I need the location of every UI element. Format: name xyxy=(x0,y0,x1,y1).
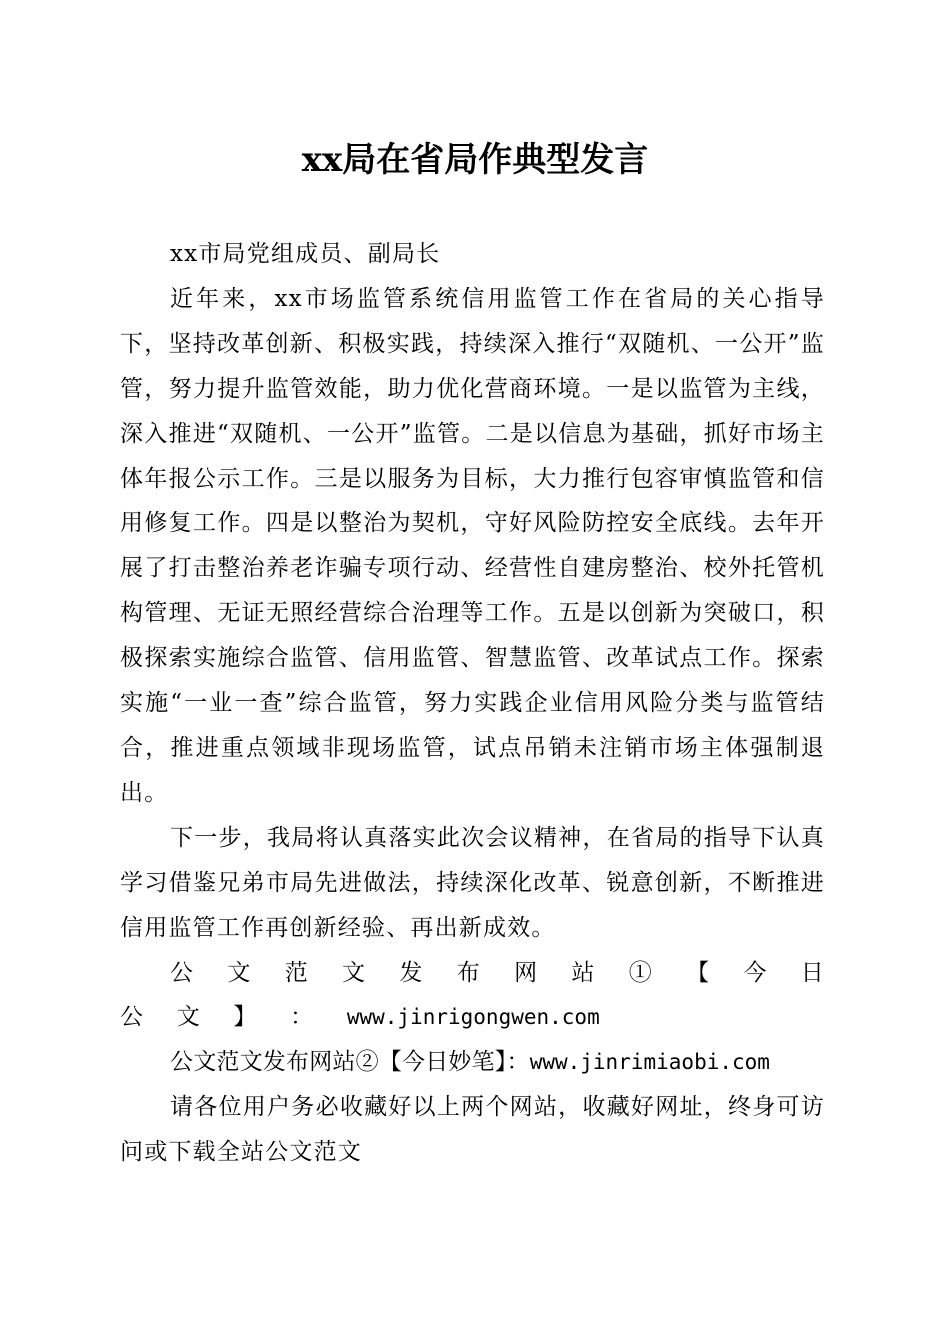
document-body xyxy=(120,232,825,1175)
site-1-label: 公 文 范 文 发 布 网 站 ① 【 今 日 公 文 】 ： xyxy=(120,959,825,1031)
closing-note: 请各位用户务必收藏好以上两个网站，收藏好网址，终身可访问或下载全站公文范文 xyxy=(120,1094,825,1166)
site-1-url[interactable]: www.jinrigongwen.com xyxy=(346,1005,600,1030)
site-2-url[interactable]: www.jinrimiaobi.com xyxy=(529,1050,770,1075)
paragraph-1: 近年来，xx市场监管系统信用监管工作在省局的关心指导下，坚持改革创新、积极实践，持续深入推行“双随机、一公开”监管，努力提升监管效能，助力优化营商环境。一是以监管为主线，深入推进“双随机、一公开”监管。二是以信息为基础，抓好市场主体年报公示工作。三是以服务为目标，大力推行包容审慎监管和信用修复工作。四是以整治为契机，守好风险防控安全底线。去年开展了打击整治养老诈骗专项行动、经营性自建房整治、校外托管机构管理、无证无照经营综合治理等工作。五是以创新为突破口，积极探索实施综合监管、信用监管、智慧监管、改革试点工作。探索实施“一业一查”综合监管，努力实践企业信用风险分类与监管结合，推进重点领域非现场监管，试点吊销未注销市场主体强制退出。 xyxy=(120,285,825,806)
site-1-line xyxy=(120,951,825,1041)
document-title: xx局在省局作典型发言 xyxy=(301,140,649,180)
site-2-label: 公文范文发布网站②【今日妙笔】： xyxy=(170,1049,530,1076)
paragraph-2: 下一步，我局将认真落实此次会议精神，在省局的指导下认真学习借鉴兄弟市局先进做法，持续深化改革、锐意创新，不断推进信用监管工作再创新经验、再出新成效。 xyxy=(120,824,825,941)
byline: xx市局党组成员、副局长 xyxy=(170,241,441,267)
site-2-line xyxy=(120,1040,825,1085)
